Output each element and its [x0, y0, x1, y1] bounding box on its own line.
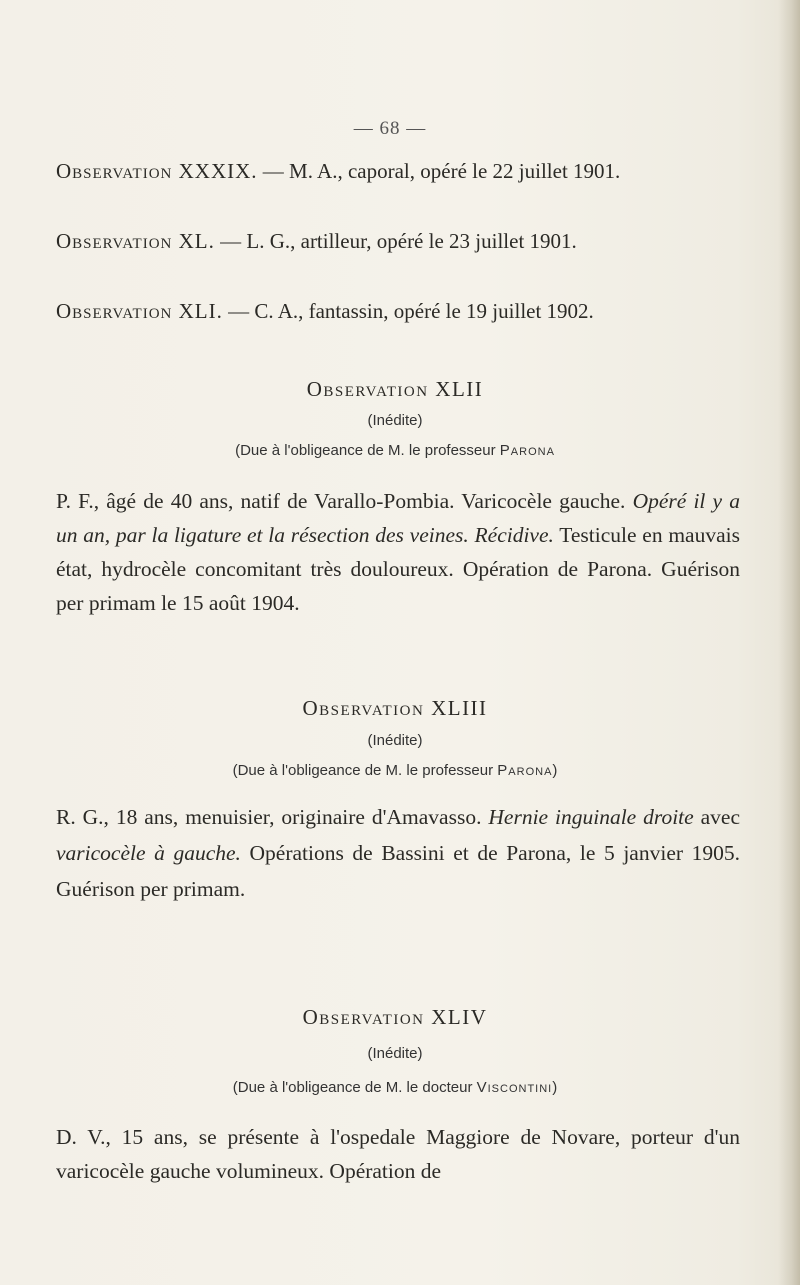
observation-43-title: Observation XLIII: [302, 696, 488, 720]
credit-prefix: (Due à l'obligeance de M. le professeur: [235, 442, 500, 459]
observation-43-credit: [0, 762, 790, 779]
body-text: Testicule en mauvais état, hydrocèle concomitant très douloureux. Opération de Parona. Guérison per primam le 15 août 1904.: [56, 523, 740, 615]
body-text: R. G., 18 ans, menuisier, originaire d'Amavasso.: [56, 805, 489, 829]
observation-42-title: Observation XLII: [306, 377, 484, 401]
observation-44-title: Observation XLIV: [302, 1005, 488, 1029]
body-italic: Hernie inguinale droite: [488, 805, 694, 829]
observation-41-label: Observation XLI.: [56, 299, 223, 323]
observation-41-entry: [56, 294, 736, 329]
body-text: P. F., âgé de 40 ans, natif de Varallo-Pombia. Varicocèle gauche.: [56, 489, 633, 513]
observation-40-text: — L. G., artilleur, opéré le 23 juillet 1901.: [214, 229, 577, 253]
credit-name: Parona: [499, 442, 555, 459]
observation-39-entry: [56, 154, 736, 189]
credit-name: Parona: [497, 762, 553, 779]
observation-41-text: — C. A., fantassin, opéré le 19 juillet 1902.: [222, 299, 594, 323]
credit-prefix: (Due à l'obligeance de M. le professeur: [232, 762, 498, 779]
observation-43-status: (Inédite): [367, 732, 423, 749]
credit-name: Viscontini: [476, 1079, 553, 1096]
observation-44-body: [56, 1120, 740, 1188]
credit-suffix: ): [552, 1079, 558, 1096]
observation-43-body: [56, 799, 740, 907]
body-italic: varicocèle à gauche.: [56, 841, 241, 865]
body-text: Opérations de Bassini et de Parona, le 5 janvier 1905. Guérison per primam.: [56, 841, 740, 901]
body-text: avec: [693, 805, 740, 829]
observation-42-body: [56, 484, 740, 620]
observation-42-credit: [0, 442, 790, 459]
credit-suffix: ): [552, 762, 558, 779]
observation-40-label: Observation XL.: [56, 229, 215, 253]
observation-40-entry: [56, 224, 736, 259]
observation-39-label: Observation XXXIX.: [56, 159, 258, 183]
observation-44-credit: [0, 1079, 790, 1096]
observation-42-status: (Inédite): [367, 412, 423, 429]
page-number: — 68 —: [353, 118, 427, 139]
credit-prefix: (Due à l'obligeance de M. le docteur: [232, 1079, 477, 1096]
body-italic: Opéré il y a un an, par la ligature et la résection des veines. Récidive.: [56, 489, 741, 547]
body-text: D. V., 15 ans, se présente à l'ospedale Maggiore de Novare, porteur d'un varicocèle gauche volumineux. Opération de: [56, 1125, 740, 1183]
observation-44-status: (Inédite): [367, 1045, 423, 1062]
observation-39-text: — M. A., caporal, opéré le 22 juillet 1901.: [257, 159, 621, 183]
